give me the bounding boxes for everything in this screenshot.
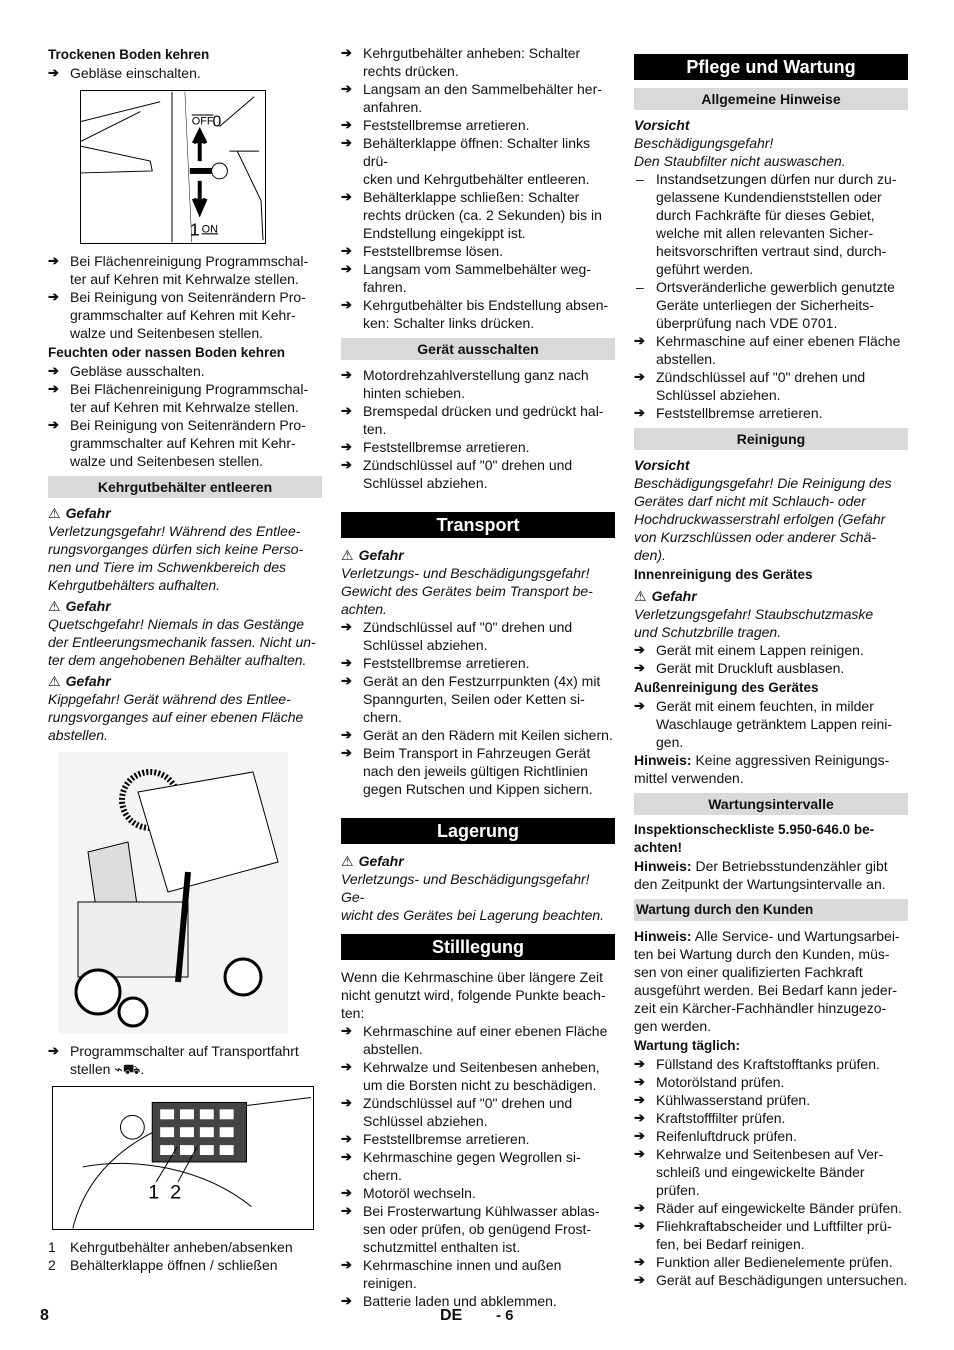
switch-off-label: OFF [191,115,214,128]
instruction-step: ➔ Programmschalter auf Transportfahrt stellen ⌁⛟. [48,1042,322,1078]
warning-triangle-icon: ⚠ [48,505,61,521]
instruction-step: ➔ Feststellbremse arretieren. [341,1130,615,1148]
instruction-step: ➔ Kehrmaschine gegen Wegrollen si- chern. [341,1148,615,1184]
illustration-line [225,959,261,995]
chapter-title: Stilllegung [341,934,615,960]
subheading: Trockenen Boden kehren [48,47,210,62]
illustration-line [160,1127,174,1137]
instruction-step: ➔ Zündschlüssel auf "0" drehen und Schlüssel abziehen. [341,456,615,492]
illustration-line [119,998,147,1026]
note-text: Alle Service- und Wartungsarbei- ten bei Wartung durch den Kunden, müs- sen von einer qualifizierten Fachkraft ausgeführt werden. Bei Bedarf kann jeder- zeit ein Kärcher-Fachhändler hinzugezo- gen werden. [634,928,900,1034]
illustration-line [220,1109,234,1119]
instruction-step: ➔ Feststellbremse arretieren. [341,438,615,456]
instruction-step: ➔ Bei Flächenreinigung Programmschal- ter auf Kehren mit Kehrwalze stellen. [48,252,322,288]
instruction-step: ➔ Gerät an den Festzurrpunkten (4x) mit Spanngurten, Seilen oder Ketten si- chern. [341,672,615,726]
illustration-line [160,1109,174,1119]
note-label: Hinweis: [634,928,692,944]
figure-panel [52,1086,314,1230]
warning-text: Kippgefahr! Gerät während des Entlee- rungsvorganges auf einer ebenen Fläche abstellen. [48,691,304,743]
switch-zero-label: 0 [212,113,222,131]
instruction-step: ➔ Gebläse einschalten. [48,64,322,82]
instruction-step: ➔ Feststellbremse lösen. [341,242,615,260]
note-text: Keine aggressiven Reinigungs- mittel verwenden. [634,752,890,786]
legend-item [48,1256,322,1274]
switch-one-label: 1 [189,219,200,240]
illustration-line [83,1163,252,1206]
instruction-step: ➔ Bei Flächenreinigung Programmschal- ter auf Kehren mit Kehrwalze stellen. [48,380,322,416]
instruction-step: ➔ Zündschlüssel auf "0" drehen und Schlüssel abziehen. [341,1094,615,1130]
instruction-step: ➔ Kehrgutbehälter bis Endstellung absen- ken: Schalter links drücken. [341,296,615,332]
instruction-step: ➔ Langsam vom Sammelbehälter weg- fahren. [341,260,615,296]
note [634,751,908,787]
subheading: Feuchten oder nassen Boden kehren [48,345,286,360]
section-heading: Reinigung [634,428,908,450]
illustration-line [194,181,206,213]
subheading: Außenreinigung des Gerätes [634,680,819,695]
bullet-item: – Ortsveränderliche gewerblich genutzte Geräte unterliegen der Sicherheits- überprüfung nach VDE 0701. [634,278,908,332]
illustration-line [78,902,188,977]
caution-label: Vorsicht [634,457,690,473]
instruction-step: ➔ Funktion aller Bedienelemente prüfen. [634,1253,908,1271]
chapter-title: Lagerung [341,818,615,844]
instruction-step: ➔ Füllstand des Kraftstofftanks prüfen. [634,1055,908,1073]
instruction-step: ➔ Langsam an den Sammelbehälter her- anfahren. [341,80,615,116]
danger-label [634,587,908,605]
instruction-step: ➔ Gebläse ausschalten. [48,362,322,380]
warning-text: Quetschgefahr! Niemals in das Gestänge der Entleerungsmechanik fassen. Nicht un- ter dem angehobenen Behälter aufhalten. [48,616,316,668]
danger-label-text: Gefahr [65,598,111,614]
instruction-step: ➔ Bei Frosterwartung Kühlwasser ablas- sen oder prüfen, ob genügend Frost- schutzmittel enthalten ist. [341,1202,615,1256]
language-code: DE [440,1307,463,1324]
instruction-step: ➔ Gerät auf Beschädigungen untersuchen. [634,1271,908,1289]
danger-label [48,672,322,690]
section-heading: Wartungsintervalle [634,793,908,815]
illustration-line [76,970,120,1014]
instruction-step: ➔ Zündschlüssel auf "0" drehen und Schlüssel abziehen. [341,618,615,654]
note-text: Der Betriebsstundenzähler gibt den Zeitpunkt der Wartungsintervalle an. [634,858,888,892]
illustration-line [180,1109,194,1119]
note [634,927,908,1035]
callout-2: 2 [170,1181,182,1204]
instruction-step: ➔ Kehrmaschine auf einer ebenen Fläche abstellen. [634,332,908,368]
instruction-step: ➔ Feststellbremse arretieren. [341,654,615,672]
instruction-step: ➔ Motorölstand prüfen. [634,1073,908,1091]
warning-triangle-icon: ⚠ [341,547,354,563]
danger-label [48,597,322,615]
instruction-step: ➔ Fliehkraftabscheider und Luftfilter prü- fen, bei Bedarf reinigen. [634,1217,908,1253]
danger-label-text: Gefahr [358,853,404,869]
note-label: Hinweis: [634,858,692,874]
danger-label-text: Gefahr [651,588,697,604]
illustration-line [180,1145,194,1155]
illustration-line [200,1145,214,1155]
column-3 [634,44,908,1289]
instruction-step: ➔ Behälterklappe öffnen: Schalter links drü- cken und Kehrgutbehälter entleeren. [341,134,615,188]
spacer [341,492,615,502]
danger-label-text: Gefahr [65,505,111,521]
bullet-item: – Instandsetzungen dürfen nur durch zu- gelassene Kundendienststellen oder durch Fachkräfte für dieses Gebiet, welche mit allen relevanten Sicher- heitsvorschriften vertraut sind, durch- geführt werden. [634,170,908,278]
page-number: 8 [40,1307,49,1324]
illustration-line [220,1127,234,1137]
legend-text: Behälterklappe öffnen / schließen [70,1257,278,1273]
illustration-line [200,1109,214,1119]
instruction-step: ➔ Bei Reinigung von Seitenrändern Pro- grammschalter auf Kehren mit Kehr- walze und Seitenbesen stellen. [48,288,322,342]
warning-text: Verletzungsgefahr! Während des Entlee- rungsvorganges dürfen sich keine Perso- nen und Tiere im Schwenkbereich des Kehrgutbehälters aufhalten. [48,523,304,593]
section-heading: Wartung durch den Kunden [634,899,908,921]
instruction-step: ➔ Behälterklappe schließen: Schalter rechts drücken (ca. 2 Sekunden) bis in Endstellung eingekippt ist. [341,188,615,242]
legend-number: 2 [48,1257,56,1273]
paragraph: Wenn die Kehrmaschine über längere Zeit nicht genutzt wird, folgende Punkte beach- ten: [341,969,606,1021]
column-2 [341,44,615,1310]
subheading: Innenreinigung des Gerätes [634,567,813,582]
warning-text: Beschädigungsgefahr! Den Staubfilter nicht auswaschen. [634,135,846,169]
instruction-step: ➔ Bremspedal drücken und gedrückt hal- ten. [341,402,615,438]
spacer [341,798,615,808]
illustration-line [190,168,212,174]
instruction-step: ➔ Motordrehzahlverstellung ganz nach hinten schieben. [341,366,615,402]
legend-item [48,1238,322,1256]
instruction-step: ➔ Batterie laden und abklemmen. [341,1292,615,1310]
illustration-line [81,102,160,173]
instruction-step: ➔ Kraftstofffilter prüfen. [634,1109,908,1127]
instruction-step: ➔ Beim Transport in Fahrzeugen Gerät nach den jeweils gültigen Richtlinien gegen Rutschen und Kippen sichern. [341,744,615,798]
instruction-step: ➔ Gerät an den Rädern mit Keilen sichern. [341,726,615,744]
section-heading: Gerät ausschalten [341,338,615,360]
illustration-line [200,1127,214,1137]
figure-machine [58,752,288,1034]
legend-number: 1 [48,1239,56,1255]
instruction-step: ➔ Zündschlüssel auf "0" drehen und Schlüssel abziehen. [634,368,908,404]
legend-text: Kehrgutbehälter anheben/absenken [70,1239,293,1255]
column-1 [48,44,322,1274]
warning-triangle-icon: ⚠ [634,588,647,604]
subheading: Wartung täglich: [634,1038,740,1053]
section-heading: Allgemeine Hinweise [634,88,908,110]
instruction-step: ➔ Reifenluftdruck prüfen. [634,1127,908,1145]
warning-text: Verletzungs- und Beschädigungsgefahr! Gewicht des Gerätes beim Transport be- achten. [341,565,593,617]
illustration-line [212,163,228,179]
illustration-line [180,1127,194,1137]
warning-triangle-icon: ⚠ [48,598,61,614]
instruction-step: ➔ Gerät mit einem Lappen reinigen. [634,641,908,659]
note [634,857,908,893]
warning-text: Beschädigungsgefahr! Die Reinigung des Gerätes darf nicht mit Schlauch- oder Hochdruckwasserstrahl erfolgen (Gefahr von Kurzschlüssen oder anderer Schä- den). [634,475,892,563]
instruction-step: ➔ Gerät mit Druckluft ausblasen. [634,659,908,677]
chapter-title: Pflege und Wartung [634,54,908,80]
section-heading: Kehrgutbehälter entleeren [48,476,322,498]
warning-triangle-icon: ⚠ [48,673,61,689]
danger-label-text: Gefahr [358,547,404,563]
warning-triangle-icon: ⚠ [341,853,354,869]
subheading: Inspektionscheckliste 5.950-646.0 be- achten! [634,822,875,855]
instruction-step: ➔ Bei Reinigung von Seitenrändern Pro- grammschalter auf Kehren mit Kehr- walze und Seitenbesen stellen. [48,416,322,470]
note-label: Hinweis: [634,752,692,768]
instruction-step: ➔ Kühlwasserstand prüfen. [634,1091,908,1109]
switch-on-label: ON [201,223,219,236]
illustration-line [194,131,206,161]
callout-1: 1 [148,1181,160,1204]
instruction-step: ➔ Räder auf eingewickelte Bänder prüfen. [634,1199,908,1217]
instruction-step: ➔ Feststellbremse arretieren. [341,116,615,134]
warning-text: Verletzungs- und Beschädigungsgefahr! Ge- wicht des Gerätes bei Lagerung beachten. [341,871,605,923]
illustration-line [220,1145,234,1155]
figure-switch [80,90,266,244]
danger-label [341,852,615,870]
warning-text: Verletzungsgefahr! Staubschutzmaske und Schutzbrille tragen. [634,606,874,640]
caution-label: Vorsicht [634,117,690,133]
instruction-step: ➔ Kehrwalze und Seitenbesen auf Ver- schleiß und eingewickelte Bänder prüfen. [634,1145,908,1199]
instruction-step: ➔ Kehrmaschine innen und außen reinigen. [341,1256,615,1292]
instruction-step: ➔ Feststellbremse arretieren. [634,404,908,422]
danger-label [48,504,322,522]
danger-label-text: Gefahr [65,673,111,689]
instruction-step: ➔ Motoröl wechseln. [341,1184,615,1202]
illustration-line [120,1115,144,1139]
instruction-step: ➔ Gerät mit einem feuchten, in milder Waschlauge getränktem Lappen reini- gen. [634,697,908,751]
sub-page-number: - 6 [496,1307,514,1324]
instruction-step: ➔ Kehrgutbehälter anheben: Schalter rechts drücken. [341,44,615,80]
chapter-title: Transport [341,512,615,538]
instruction-step: ➔ Kehrmaschine auf einer ebenen Fläche abstellen. [341,1022,615,1058]
illustration-line [160,1145,174,1155]
instruction-step: ➔ Kehrwalze und Seitenbesen anheben, um die Borsten nicht zu beschädigen. [341,1058,615,1094]
danger-label [341,546,615,564]
